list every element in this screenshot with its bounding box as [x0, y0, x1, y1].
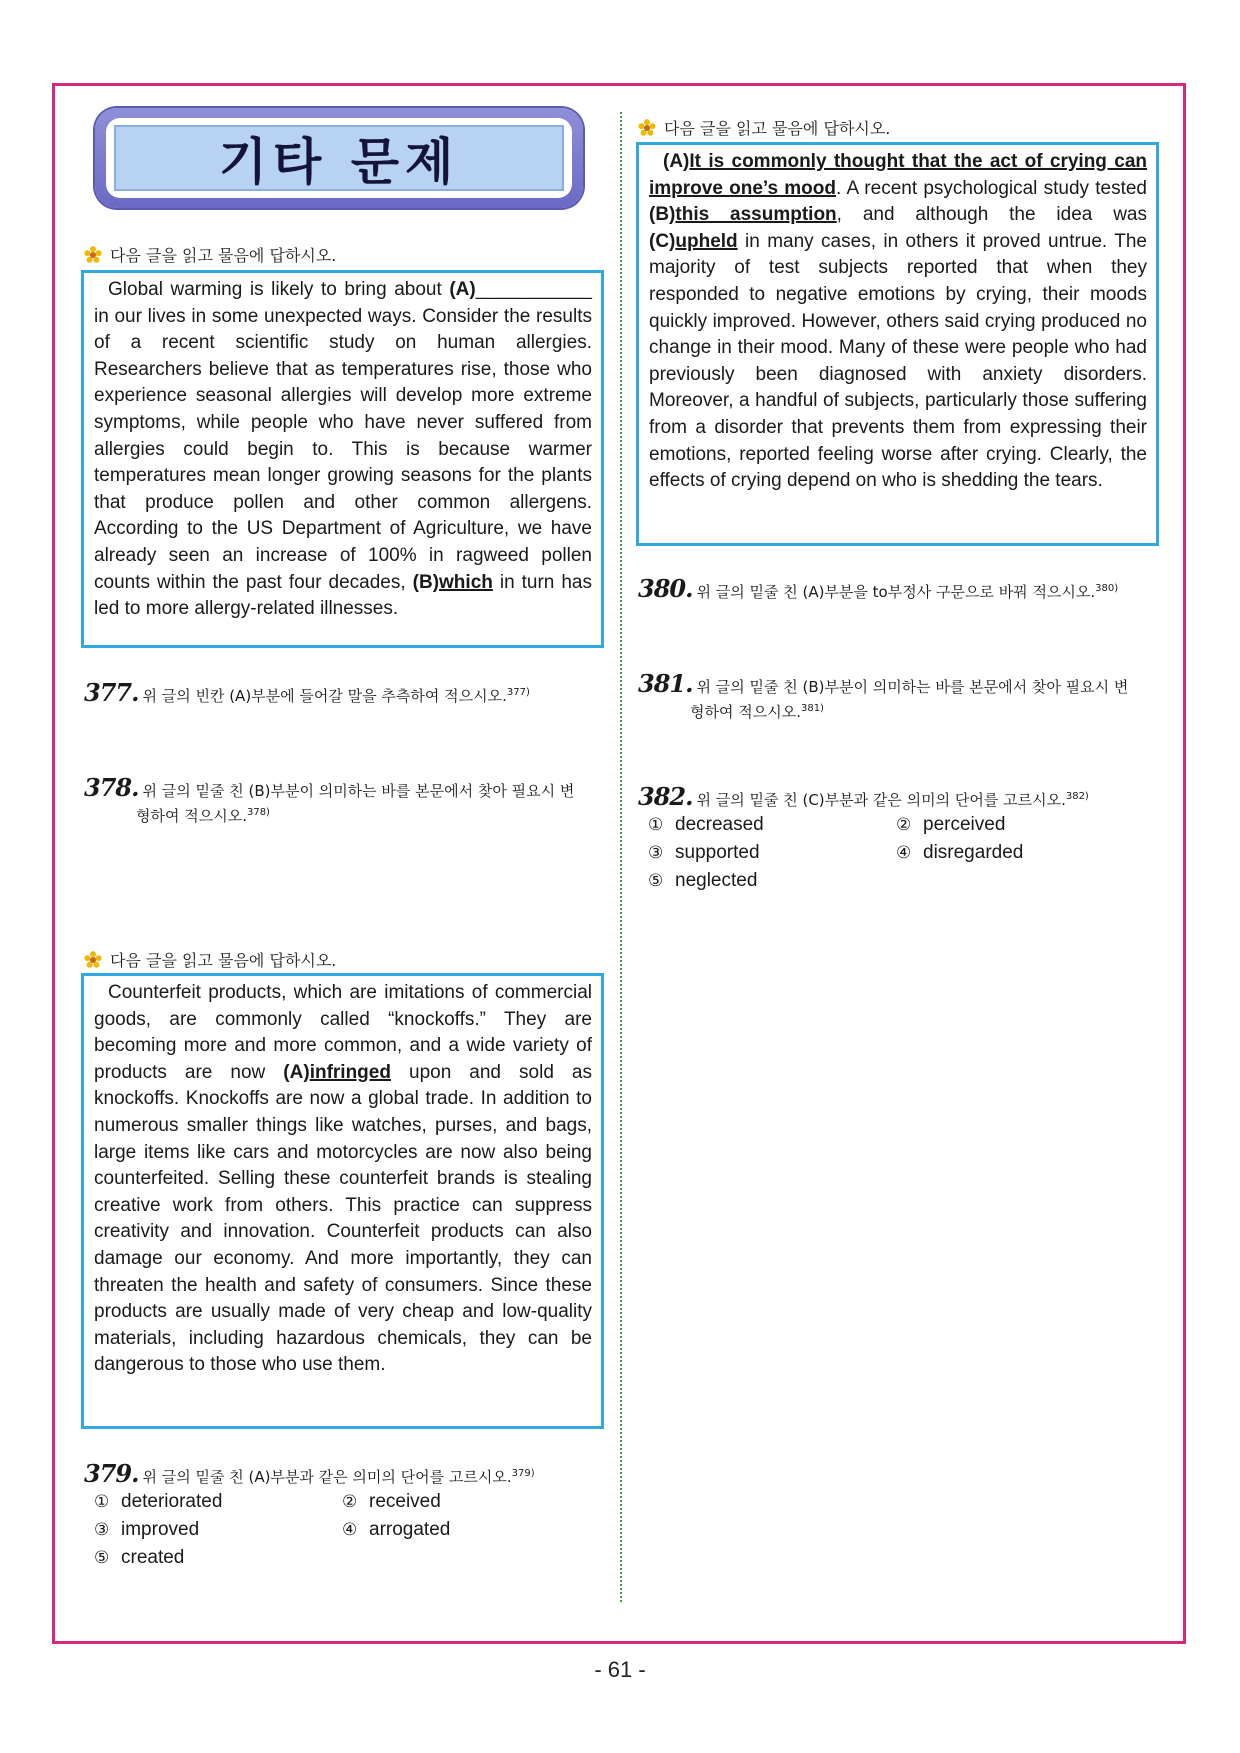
choice-382-1[interactable]: ① decreased: [648, 814, 764, 835]
choice-382-4[interactable]: ④ disregarded: [896, 842, 1024, 863]
column-divider: [620, 112, 622, 1602]
choice-379-1[interactable]: ① deteriorated: [94, 1491, 223, 1512]
question-377: 377. 위 글의 빈칸 (A)부분에 들어갈 말을 추측하여 적으시오.$^{377)}$: [84, 678, 530, 707]
passage-2-text: Counterfeit products, which are imitations of commercial goods, are commonly called “knockoffs.” They are becoming more and more common, and a wide variety of products are now (A)infringed upon and sold as knockoffs. Knockoffs are now a global trade. In addition to numerous smaller things like watches, purses, and bags, large items like cars and motorcycles are now also being counterfeited. Selling these counterfeit brands is stealing creative work from others. This practice can suppress creativity and innovation. Counterfeit products can also damage our economy. And more importantly, they can threaten the health and safety of consumers. Since these products are usually made of very cheap and low-quality materials, including hazardous chemicals, they can be dangerous to those who use them.: [94, 982, 592, 1376]
choice-382-5[interactable]: ⑤ neglected: [648, 870, 758, 891]
choice-379-2[interactable]: ② received: [342, 1491, 441, 1512]
flower-icon: [84, 951, 102, 969]
title-banner: [95, 108, 583, 208]
instruction-3: 다음 글을 읽고 물음에 답하시오.: [638, 116, 890, 139]
question-379: 379. 위 글의 밑줄 친 (A)부분과 같은 의미의 단어를 고르시오.$^{379)}$: [84, 1459, 535, 1488]
flower-icon: [638, 119, 656, 137]
passage-box-3: [636, 142, 1159, 546]
question-380: 380. 위 글의 밑줄 친 (A)부분을 to부정사 구문으로 바꿔 적으시오.$^{380)}$: [638, 574, 1119, 603]
question-378: 378. 위 글의 밑줄 친 (B)부분이 의미하는 바를 본문에서 찾아 필요시 변 형하여 적으시오.$^{378)}$: [84, 773, 575, 825]
passage-box-2: [81, 973, 604, 1429]
question-382: 382. 위 글의 밑줄 친 (C)부분과 같은 의미의 단어를 고르시오.$^{382)}$: [638, 782, 1089, 811]
passage-box-1: [81, 270, 604, 648]
question-381: 381. 위 글의 밑줄 친 (B)부분이 의미하는 바를 본문에서 찾아 필요시 변 형하여 적으시오.$^{381)}$: [638, 669, 1129, 721]
choice-382-2[interactable]: ② perceived: [896, 814, 1006, 835]
choice-379-3[interactable]: ③ improved: [94, 1519, 200, 1540]
choice-379-5[interactable]: ⑤ created: [94, 1547, 185, 1568]
page-number: - 61 -: [594, 1657, 646, 1682]
choice-382-3[interactable]: ③ supported: [648, 842, 760, 863]
choices-382: [648, 811, 1148, 901]
choice-379-4[interactable]: ④ arrogated: [342, 1519, 451, 1540]
instruction-2: 다음 글을 읽고 물음에 답하시오.: [84, 948, 336, 971]
flower-icon: [84, 246, 102, 264]
choices-379: [94, 1488, 594, 1578]
instruction-1: 다음 글을 읽고 물음에 답하시오.: [84, 243, 336, 266]
page-title: 기타 문제: [218, 133, 460, 191]
passage-1-text: Global warming is likely to bring about (A)___________ in our lives in some unexpected ways. Consider the results of a recent scientific study on human allergies. Researchers believe that as temperatures rise, those who experience seasonal allergies will develop more extreme symptoms, while people who have never suffered from allergies could begin to. This is because warmer temperatures mean longer growing seasons for the plants that produce pollen and other common allergens. According to the US Department of Agriculture, we have already seen an increase of 100% in ragweed pollen counts within the past four decades, (B)which in turn has led to more allergy-related illnesses.: [94, 279, 592, 620]
passage-3-text: (A)It is commonly thought that the act of crying can improve one’s mood. A recent psychological study tested (B)this assumption, and although the idea was (C)upheld in many cases, in others it proved untrue. The majority of test subjects reported that when they responded to negative emotions by crying, their moods quickly improved. However, others said crying produced no change in their mood. Many of these were people who had previously been diagnosed with anxiety disorders. Moreover, a handful of subjects, particularly those suffering from a disorder that prevents them from expressing their emotions, reported feeling worse after crying. Clearly, the effects of crying depend on who is shedding the tears.: [649, 151, 1148, 492]
